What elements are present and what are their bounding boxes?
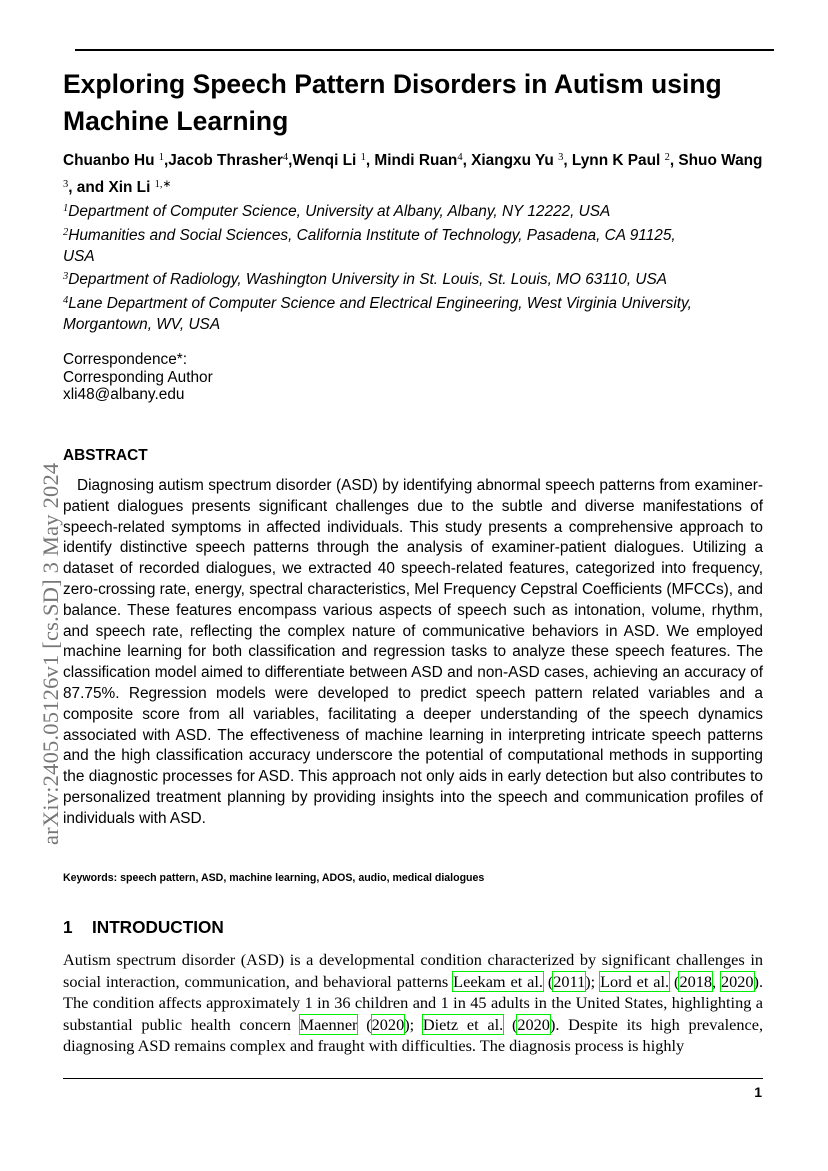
intro-text: ); bbox=[404, 1014, 423, 1034]
introduction-paragraph: Autism spectrum disorder (ASD) is a developmental condition characterized by significant challenges in social interaction, communication, and behavioral patterns Leekam et al. (2011); Lord et al. (2018, 2020). The condition affects approximately 1 in 36 children and 1 in 45 adults in the United States, highlighting a substantial public health concern Maenner (2020); Dietz et al. (2020). Despite its high prevalence, diagnosing ASD remains complex and fraught with difficulties. The diagnosis process is highly bbox=[63, 950, 764, 1056]
citation-link[interactable]: Leekam et al. bbox=[453, 971, 543, 991]
citation-link[interactable]: Lord et al. bbox=[600, 971, 670, 991]
intro-text: ). Despite its high prevalence, diagnosing ASD remains complex and fraught with difficulties. The diagnosis process is highly bbox=[63, 1014, 764, 1056]
affiliation-text: Humanities and Social Sciences, California Institute of Technology, Pasadena, CA 91125, USA bbox=[63, 226, 676, 265]
citation-year-link[interactable]: 2018 bbox=[679, 971, 712, 991]
author-list: Chuanbo Hu $^1$,Jacob Thrasher$^4$,Wenqi Li $^1$, Mindi Ruan$^4$, Xiangxu Yu $^3$, Lynn K Paul $^2$, Shuo Wang $^3$, and Xin Li $^{1,∗}$ bbox=[63, 152, 763, 196]
intro-text: ); bbox=[585, 971, 601, 991]
author-sup: 3 bbox=[558, 152, 564, 163]
section-title: INTRODUCTION bbox=[92, 917, 224, 937]
citation-link[interactable]: Dietz et al. bbox=[422, 1014, 504, 1034]
affiliation-text: Department of Computer Science, University at Albany, Albany, NY 12222, USA bbox=[68, 203, 611, 220]
author-name: Xiangxu Yu bbox=[471, 152, 554, 169]
citation-link[interactable]: Maenner bbox=[299, 1014, 358, 1034]
affiliation bbox=[63, 291, 703, 336]
paper-title: Exploring Speech Pattern Disorders in Autism using Machine Learning bbox=[63, 69, 722, 136]
section-heading-introduction bbox=[63, 917, 224, 938]
correspondence-name: Corresponding Author bbox=[63, 368, 213, 386]
author-sup: 1 bbox=[360, 152, 366, 163]
author-name: Xin Li bbox=[108, 179, 151, 196]
top-rule bbox=[75, 49, 774, 51]
affiliation-sup: 1 bbox=[63, 203, 69, 214]
author-name: Chuanbo Hu bbox=[63, 152, 155, 169]
section-number: 1 bbox=[63, 917, 73, 937]
intro-text: ). The condition affects approximately 1 in 36 children and 1 in 45 adults in the United States, highlighting a substantial public health concern bbox=[63, 971, 764, 1034]
affiliation bbox=[63, 223, 703, 268]
correspondence bbox=[63, 351, 213, 404]
author-sup: 4 bbox=[282, 152, 289, 163]
affiliation-text: Department of Radiology, Washington University in St. Louis, St. Louis, MO 63110, USA bbox=[68, 271, 668, 289]
author-name: Jacob Thrasher bbox=[168, 152, 283, 169]
affiliations bbox=[63, 199, 703, 336]
citation-year-link[interactable]: 2011 bbox=[553, 971, 586, 991]
abstract-text: Diagnosing autism spectrum disorder (ASD) by identifying abnormal speech patterns from examiner-patient dialogues presents significant challenges due to the subtle and diverse manifestations of speech-related symptoms in affected individuals. This study presents a comprehensive approach to identify distinctive speech patterns through the analysis of examiner-patient dialogues. Utilizing a dataset of recorded dialogues, we extracted 40 speech-related features, categorized into frequency, zero-crossing rate, energy, spectral characteristics, Mel Frequency Cepstral Coefficients (MFCCs), and balance. These features encompass various aspects of speech such as intonation, volume, rhythm, and speech rate, reflecting the complex nature of communicative behaviors in ASD. We employed machine learning for both classification and regression tasks to analyze these speech features. The classification model aimed to differentiate between ASD and non-ASD cases, achieving an accuracy of 87.75%. Regression models were developed to predict speech pattern related variables and a composite score from all variables, facilitating a deeper understanding of the speech dynamics associated with ASD. The effectiveness of machine learning in interpreting intricate speech patterns and the high classification accuracy underscore the potential of computational methods in supporting the diagnostic processes for ASD. This approach not only aids in early detection but also contributes to personalized treatment planning by providing insights into the speech and communication profiles of individuals with ASD. bbox=[63, 477, 763, 827]
arxiv-identifier[interactable]: arXiv:2405.05126v1 [cs.SD] 3 May 2024 bbox=[38, 462, 63, 845]
footer-rule bbox=[63, 1078, 763, 1079]
affiliation-sup: 2 bbox=[63, 226, 69, 238]
citation-year-link[interactable]: 2020 bbox=[720, 971, 754, 991]
affiliation-text: Lane Department of Computer Science and Electrical Engineering, West Virginia University, Morgantown, WV, USA bbox=[63, 295, 692, 333]
author-name: Shuo Wang bbox=[678, 152, 763, 169]
author-sup: 4 bbox=[457, 152, 463, 163]
author-sup: 1,∗ bbox=[154, 179, 172, 190]
affiliation bbox=[63, 267, 703, 291]
affiliation bbox=[63, 199, 703, 223]
page-number: 1 bbox=[754, 1084, 762, 1100]
citation-year-link[interactable]: 2020 bbox=[517, 1014, 550, 1034]
intro-text: Autism spectrum disorder (ASD) is a developmental condition characterized by significant challenges in social interaction, communication, and behavioral patterns bbox=[63, 950, 763, 991]
author-sup: 2 bbox=[664, 152, 670, 163]
abstract-heading: ABSTRACT bbox=[63, 447, 148, 464]
author-name: Lynn K Paul bbox=[571, 152, 661, 169]
author-name: Wenqi Li bbox=[292, 152, 357, 169]
author-sup: 3 bbox=[63, 179, 69, 190]
correspondence-label: Correspondence*: bbox=[63, 351, 188, 368]
author-name: Mindi Ruan bbox=[374, 152, 458, 169]
author-sup: 1 bbox=[158, 152, 165, 163]
affiliation-sup: 4 bbox=[63, 295, 69, 307]
keywords: Keywords: speech pattern, ASD, machine learning, ADOS, audio, medical dialogues bbox=[63, 872, 485, 884]
citation-year-link[interactable]: 2020 bbox=[371, 1014, 405, 1034]
correspondence-email[interactable]: xli48@albany.edu bbox=[63, 386, 185, 403]
affiliation-sup: 3 bbox=[63, 271, 69, 283]
